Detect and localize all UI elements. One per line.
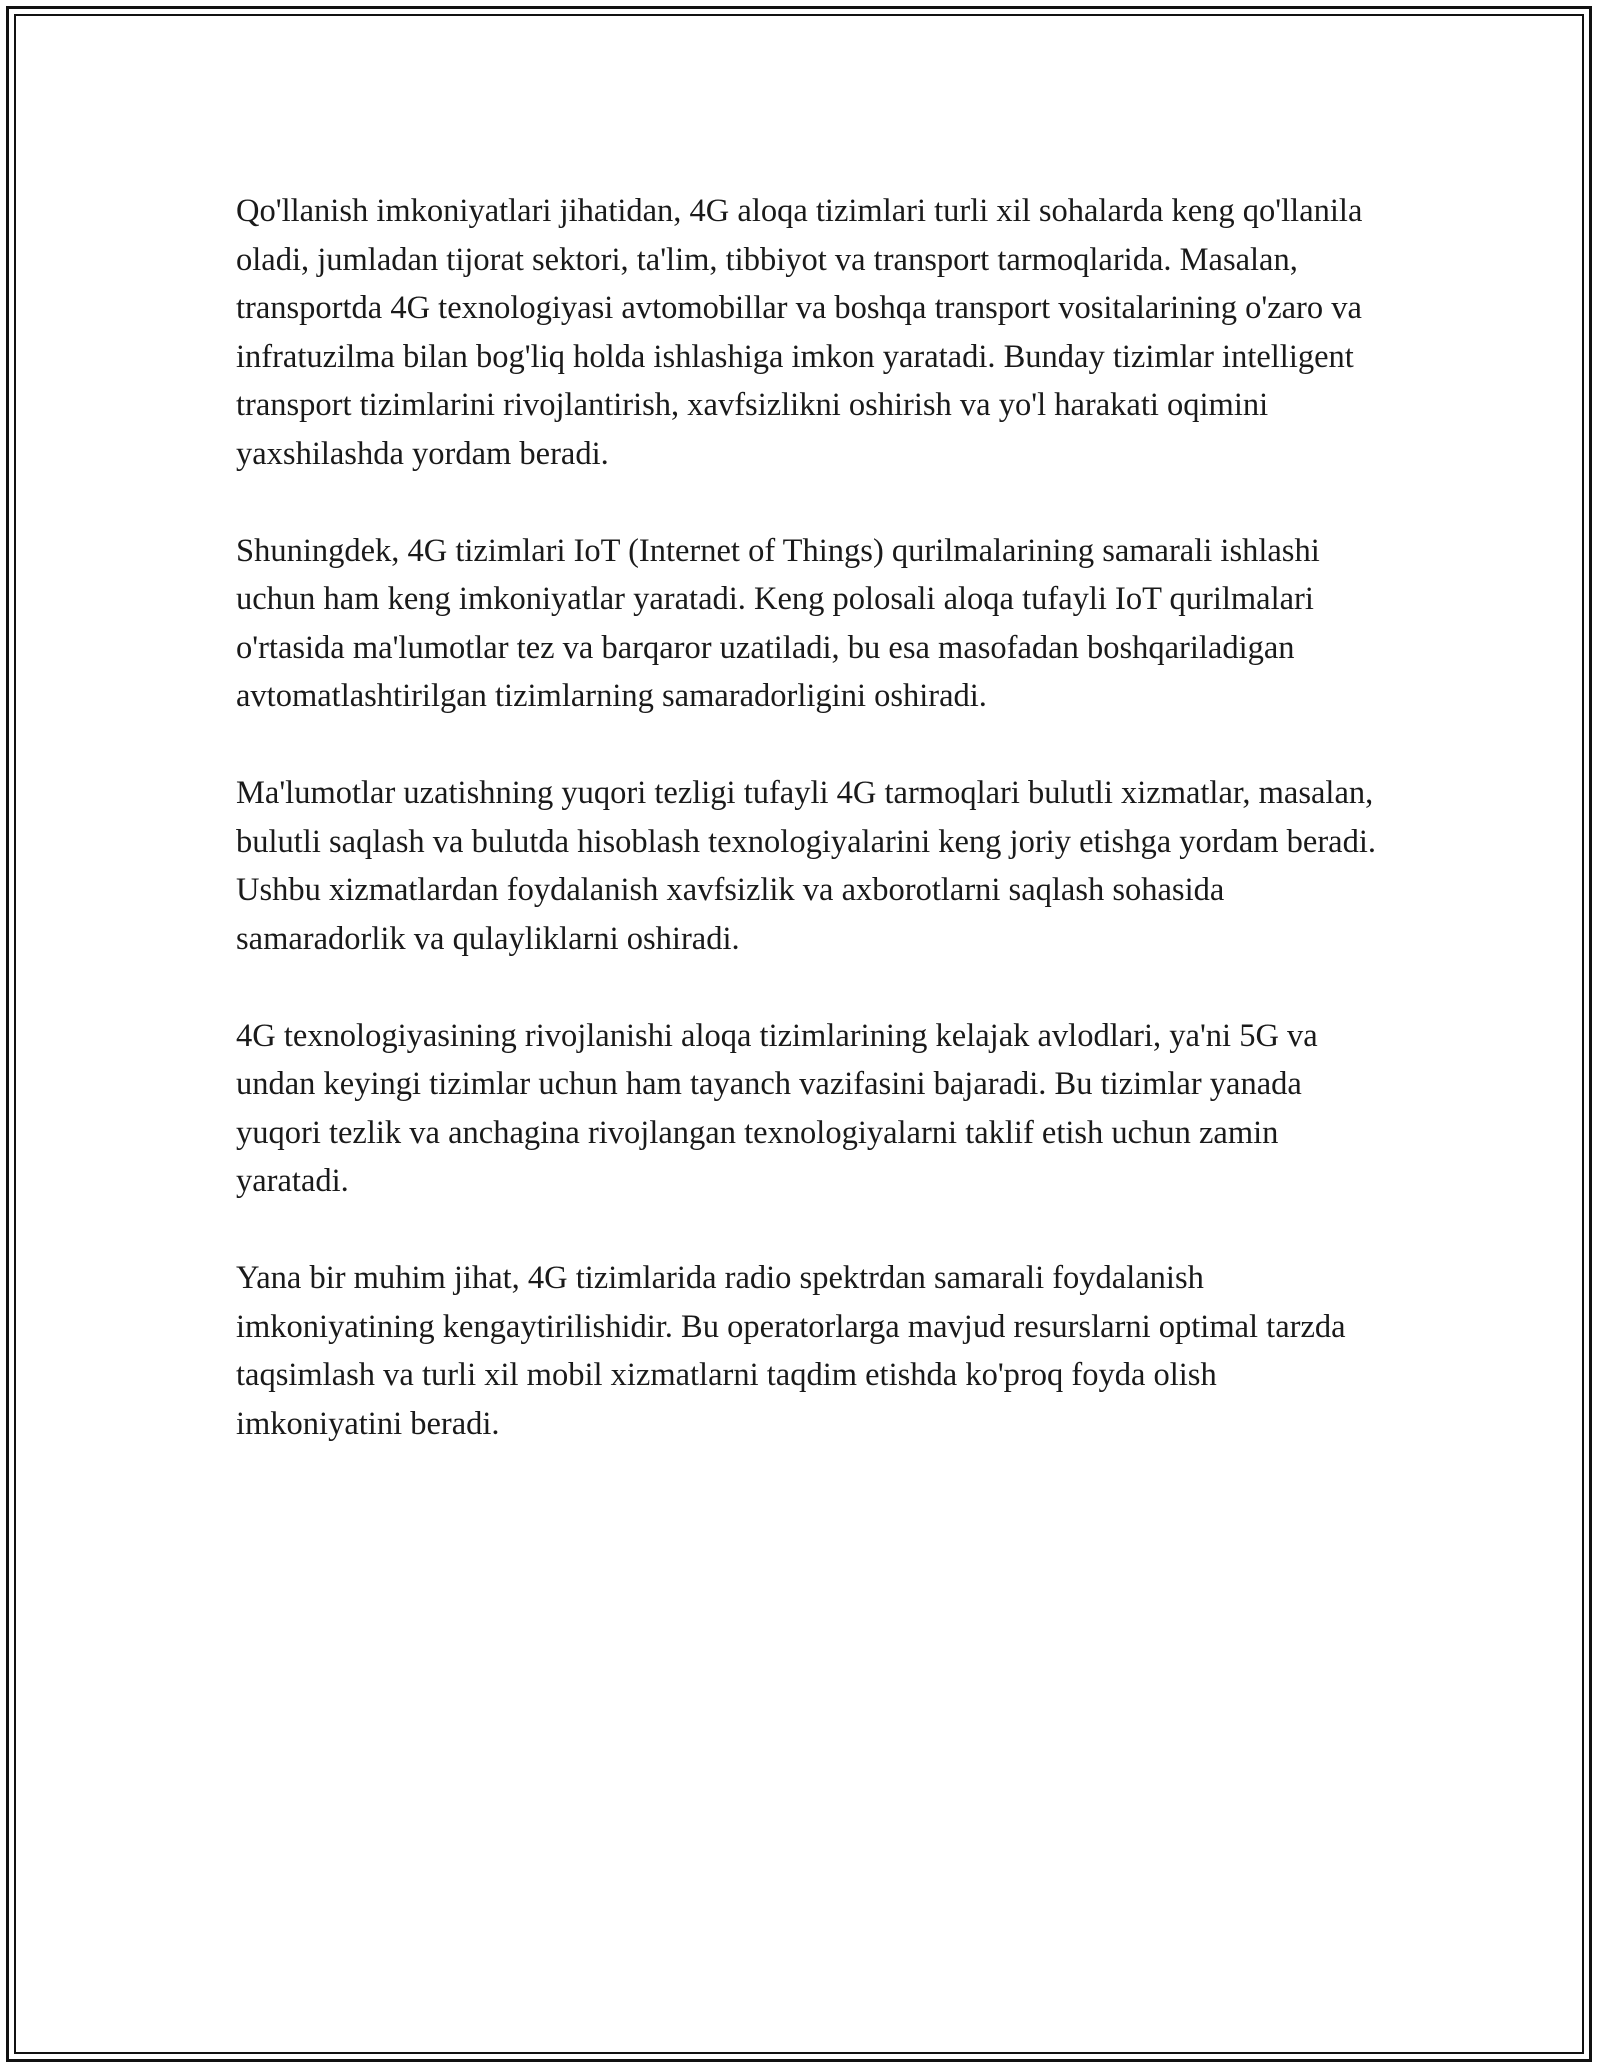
- paragraph-iot: Shuningdek, 4G tizimlari IoT (Internet of Things) qurilmalarining samarali ishlashi uchun ham keng imkoniyatlar yaratadi. Keng polosali aloqa tufayli IoT qurilmalari o'rtasida ma'lumotlar tez va barqaror uzatiladi, bu esa masofadan boshqariladigan avtomatlashtirilgan tizimlarning samaradorligini oshiradi.: [236, 532, 1320, 714]
- paragraph-cloud-services: Ma'lumotlar uzatishning yuqori tezligi tufayli 4G tarmoqlari bulutli xizmatlar, masalan, bulutli saqlash va bulutda hisoblash texnologiyalarini keng joriy etishga yordam beradi. Ushbu xizmatlardan foydalanish xavfsizlik va axborotlarni saqlash sohasida samaradorlik va qulayliklarni oshiradi.: [236, 775, 1376, 957]
- paragraph-radio-spectrum: Yana bir muhim jihat, 4G tizimlarida radio spektrdan samarali foydalanish imkoniyatining kengaytirilishidir. Bu operatorlarga mavjud resurslarni optimal tarzda taqsimlash va turli xil mobil xizmatlarni taqdim etishda ko'proq foyda olish imkoniyatini beradi.: [236, 1260, 1346, 1442]
- document-body: [236, 187, 1376, 1497]
- paragraph-applications: Qo'llanish imkoniyatlari jihatidan, 4G aloqa tizimlari turli xil sohalarda keng qo'llanila oladi, jumladan tijorat sektori, ta'lim, tibbiyot va transport tarmoqlarida. Masalan, transportda 4G texnologiyasi avtomobillar va boshqa transport vositalarining o'zaro va infratuzilma bilan bog'liq holda ishlashiga imkon yaratadi. Bunday tizimlar intelligent transport tizimlarini rivojlantirish, xavfsizlikni oshirish va yo'l harakati oqimini yaxshilashda yordam beradi.: [236, 193, 1363, 472]
- paragraph-future-generations: 4G texnologiyasining rivojlanishi aloqa tizimlarining kelajak avlodlari, ya'ni 5G va undan keyingi tizimlar uchun ham tayanch vazifasini bajaradi. Bu tizimlar yanada yuqori tezlik va anchagina rivojlangan texnologiyalarni taklif etish uchun zamin yaratadi.: [236, 1017, 1318, 1199]
